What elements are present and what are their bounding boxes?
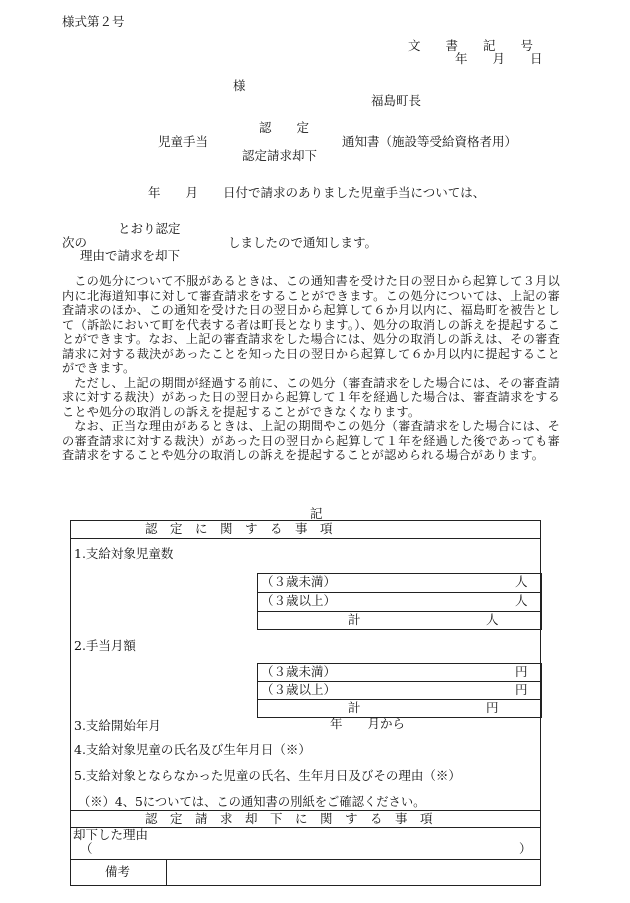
intro-line: 年 月 日付で請求のありました児童手当については、 (148, 185, 486, 200)
item2-row-under3-unit: 円 (515, 664, 528, 679)
item3-label: 3.支給開始年月 (74, 718, 161, 733)
item1-total-label: 計 (348, 612, 361, 627)
item3-value: 年 月から (330, 716, 406, 731)
item1-total-unit: 人 (486, 612, 499, 627)
section1-header: 認 定 に 関 す る 事 項 (145, 521, 333, 536)
remarks-top-rule (70, 859, 541, 860)
item2-label: 2.手当月額 (74, 638, 136, 653)
remarks-divider (166, 859, 167, 886)
appeal-paragraph-3: なお、正当な理由があるときは、上記の期間やこの処分（審査請求をした場合には、その審査請求に対する裁決）があった日の翌日から起算して１年を経過した後であっても審査請求をすることや処分の取消しの訴えを提起することが認められる場合があります。 (62, 419, 560, 462)
section1-header-rule (70, 538, 541, 539)
item4-label: 4.支給対象児童の氏名及び生年月日（※） (74, 742, 311, 757)
item2-row-over3-label: （３歳以上） (261, 682, 337, 697)
item1-row-under3-unit: 人 (515, 574, 528, 589)
item2-total-unit: 円 (486, 700, 499, 715)
document-number-label: 文 書 記 号 (408, 38, 534, 53)
addressee-suffix: 様 (233, 78, 246, 93)
date-label: 年 月 日 (455, 51, 543, 66)
result-suffix: しましたので通知します。 (228, 235, 378, 250)
issuer-name: 福島町長 (371, 93, 422, 108)
section2-header: 認 定 請 求 却 下 に 関 す る 事 項 (145, 811, 433, 826)
appeal-paragraph-2: ただし、上記の期間が経過する前に、この処分（審査請求をした場合には、その審査請求に対する裁決）があった日の翌日から起算して１年を経過した場合は、審査請求をすることや処分の取消しの訴えを提起することができなくなります。 (62, 375, 560, 419)
remarks-label: 備考 (105, 864, 131, 879)
rejection-close-paren: ） (519, 841, 532, 856)
form-number: 様式第２号 (62, 14, 125, 29)
title-document-type: 通知書（施設等受給資格者用） (342, 134, 518, 149)
appeal-paragraph-1: この処分について不服があるときは、この通知書を受けた日の翌日から起算して３月以内に北海道知事に対して審査請求をすることができます。この処分については、上記の審査請求のほか、この通知を受けた日の翌日から起算して６か月以内に、福島町を被告として（訴訟において町を代表する者は町長となります。）、処分の取消しの訴えを提起することができます。なお、上記の審査請求をした場合には、処分の取消しの訴えは、その審査請求に対する裁決があったことを知った日の翌日から起算して６か月以内に提起することができます。 (62, 274, 560, 375)
item5-label: 5.支給対象とならなかった児童の氏名、生年月日及びその理由（※） (74, 768, 461, 783)
appeal-notice (62, 274, 560, 463)
title-option-reject: 認定請求却下 (242, 148, 318, 163)
item1-label: 1.支給対象児童数 (74, 546, 174, 561)
item2-row-over3-unit: 円 (515, 682, 528, 697)
ki-heading: 記 (310, 506, 323, 521)
item1-row-divider (257, 611, 542, 612)
item1-row-under3-label: （３歳未満） (261, 574, 337, 589)
item2-total-label: 計 (348, 700, 361, 715)
item1-row-over3-unit: 人 (515, 593, 528, 608)
item1-row-over3-label: （３歳以上） (261, 593, 337, 608)
rejection-reason-label: 却下した理由 (73, 827, 149, 842)
result-approve-text: とおり認定 (118, 221, 181, 236)
item2-row-divider (257, 699, 542, 700)
title-option-approve: 認 定 (259, 120, 310, 135)
result-reject-text: 理由で請求を却下 (80, 248, 181, 263)
item2-row-under3-label: （３歳未満） (261, 664, 337, 679)
rejection-open-paren: （ (80, 841, 93, 856)
result-prefix: 次の (62, 235, 88, 250)
note-text: （※）4、5については、この通知書の別紙をご確認ください。 (78, 795, 426, 809)
title-subject: 児童手当 (158, 134, 209, 149)
